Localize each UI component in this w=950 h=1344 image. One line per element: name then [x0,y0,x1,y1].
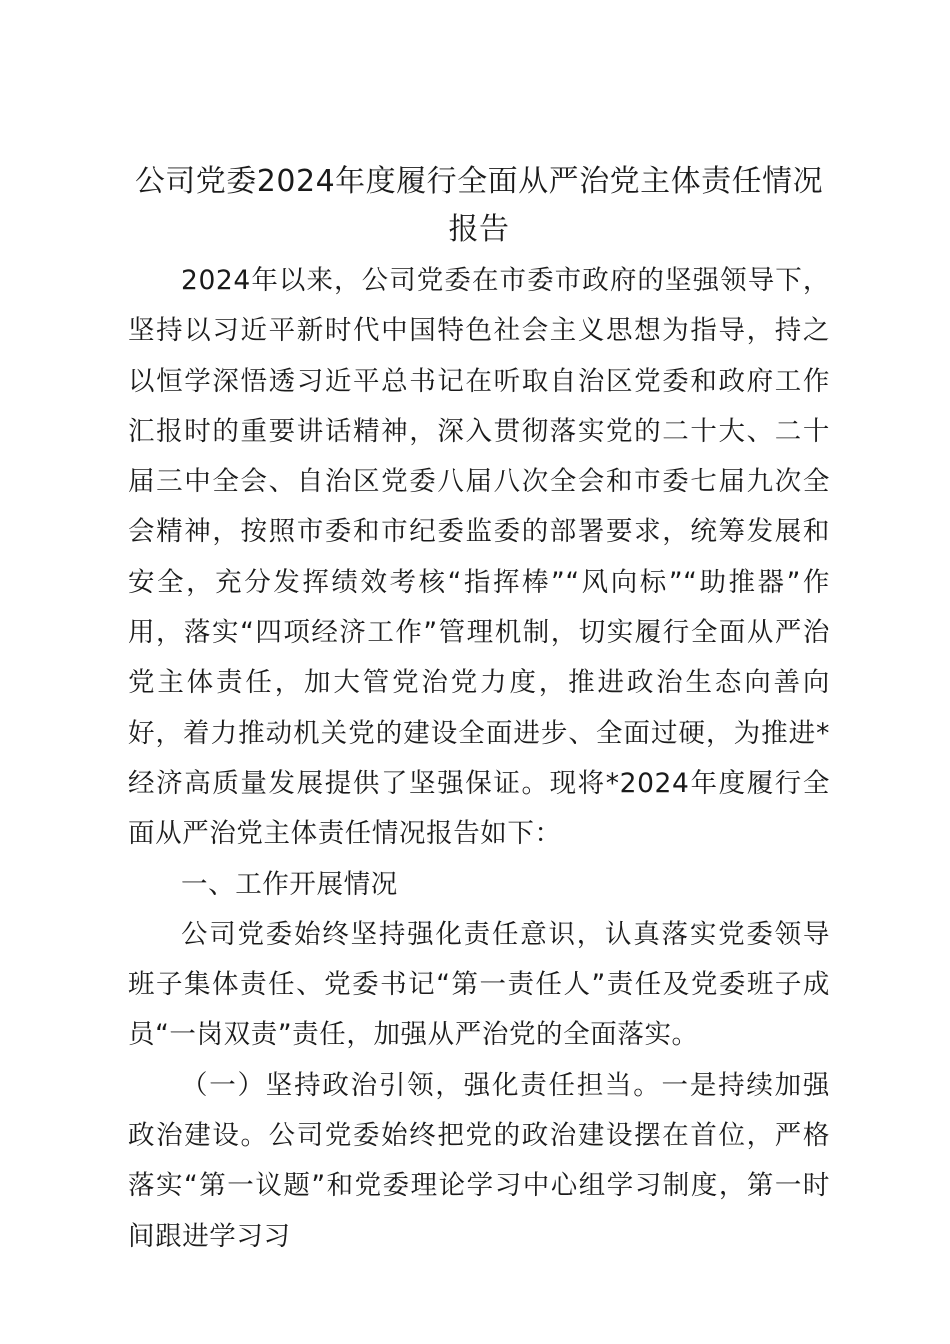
document-body [128,256,830,1262]
section-intro-paragraph: 公司党委始终坚持强化责任意识，认真落实党委领导班子集体责任、党委书记“第一责任人”责任及党委班子成员“一岗双责”责任，加强从严治党的全面落实。 [128,918,830,1051]
intro-paragraph: 2024年以来，公司党委在市委市政府的坚强领导下，坚持以习近平新时代中国特色社会主义思想为指导，持之以恒学深悟透习近平总书记在听取自治区党委和政府工作汇报时的重要讲话精神，深入贯彻落实党的二十大、二十届三中全会、自治区党委八届八次全会和市委七届九次全会精神，按照市委和市纪委监委的部署要求，统筹发展和安全，充分发挥绩效考核“指挥棒”“风向标”“助推器”作用，落实“四项经济工作”管理机制，切实履行全面从严治党主体责任，加大管党治党力度，推进政治生态向善向好，着力推动机关党的建设全面进步、全面过硬，为推进*经济高质量发展提供了坚强保证。现将*2024年度履行全面从严治党主体责任情况报告如下： [128,265,830,850]
section-heading: 一、工作开展情况 [181,868,398,900]
subsection-paragraph: （一）坚持政治引领，强化责任担当。一是持续加强政治建设。公司党委始终把党的政治建设摆在首位，严格落实“第一议题”和党委理论学习中心组学习制度，第一时间跟进学习习 [128,1069,830,1252]
document-page [128,158,830,1262]
document-title: 公司党委2024年度履行全面从严治党主体责任情况报告 [134,164,824,247]
